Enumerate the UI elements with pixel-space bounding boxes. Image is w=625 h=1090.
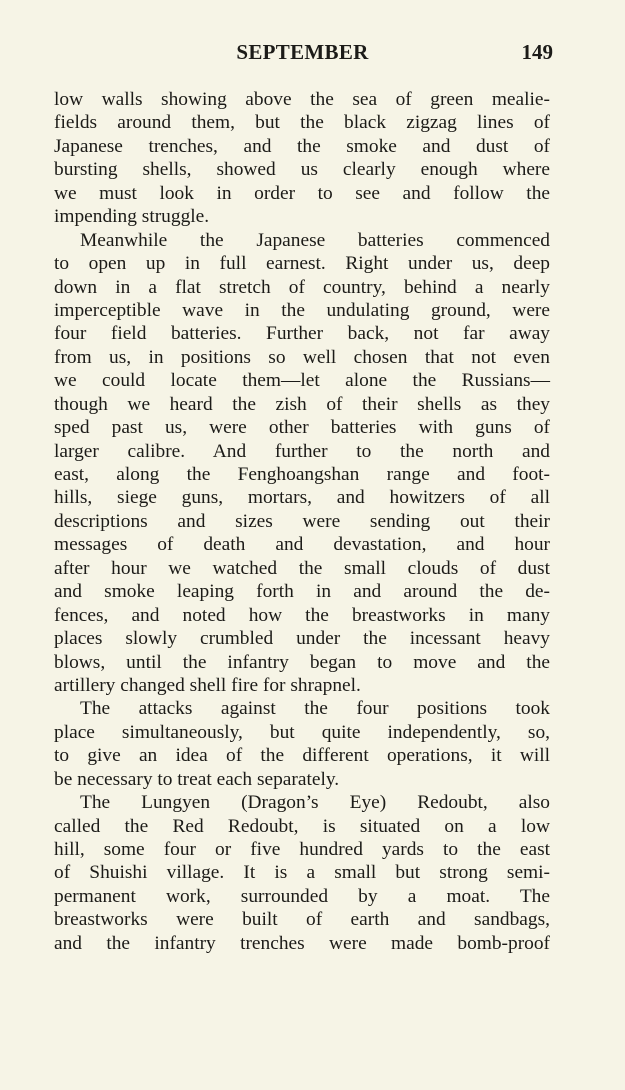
- text-line: we must look in order to see and follow the: [54, 182, 550, 204]
- text-line: artillery changed shell fire for shrapnel.: [54, 674, 361, 696]
- text-line: descriptions and sizes were sending out their: [54, 510, 550, 532]
- text-line: east, along the Fenghoangshan range and foot-: [54, 464, 550, 485]
- text-line: Japanese trenches, and the smoke and dust of: [54, 135, 550, 157]
- text-line: fields around them, but the black zigzag lines of: [54, 112, 550, 134]
- running-head: SEPTEMBER: [236, 40, 369, 64]
- text-line: down in a flat stretch of country, behind a nearly: [54, 276, 550, 298]
- text-line: The Lungyen (Dragon’s Eye) Redoubt, also: [80, 792, 550, 814]
- paragraph: [54, 229, 550, 698]
- text-line: Meanwhile the Japanese batteries commenced: [80, 229, 550, 251]
- text-line: places slowly crumbled under the incessant heavy: [54, 628, 550, 650]
- text-line: though we heard the zish of their shells as they: [54, 393, 550, 415]
- text-line: be necessary to treat each separately.: [54, 768, 340, 790]
- text-line: breastworks were built of earth and sandbags,: [54, 909, 550, 931]
- text-line: to give an idea of the different operations, it will: [54, 745, 550, 767]
- text-line: and the infantry trenches were made bomb-proof: [54, 932, 550, 954]
- page-number: 149: [521, 40, 553, 64]
- paragraph: [54, 697, 550, 791]
- text-line: called the Red Redoubt, is situated on a low: [54, 815, 550, 837]
- text-line: bursting shells, showed us clearly enough where: [54, 159, 550, 181]
- text-line: messages of death and devastation, and hour: [54, 534, 550, 556]
- text-line: from us, in positions so well chosen that not even: [54, 346, 550, 368]
- text-line: imperceptible wave in the undulating ground, were: [54, 299, 550, 321]
- text-line: hill, some four or five hundred yards to the east: [54, 839, 550, 860]
- text-line: hills, siege guns, mortars, and howitzers of all: [54, 487, 550, 509]
- text-line: permanent work, surrounded by a moat. The: [54, 885, 550, 907]
- text-line: blows, until the infantry began to move and the: [54, 651, 550, 673]
- text-line: we could locate them—let alone the Russians—: [54, 370, 550, 392]
- text-line: place simultaneously, but quite independently, so,: [54, 721, 550, 743]
- text-line: The attacks against the four positions took: [80, 698, 550, 720]
- text-line: fences, and noted how the breastworks in many: [54, 604, 550, 626]
- text-line: and smoke leaping forth in and around the de-: [54, 581, 550, 603]
- text-line: sped past us, were other batteries with guns of: [54, 417, 550, 439]
- body-text: [54, 88, 550, 955]
- text-line: impending struggle.: [54, 206, 210, 228]
- text-line: of Shuishi village. It is a small but strong semi-: [54, 862, 550, 884]
- text-line: low walls showing above the sea of green mealie-: [54, 89, 550, 110]
- text-line: four field batteries. Further back, not far away: [54, 323, 550, 345]
- paragraph: [54, 88, 550, 229]
- text-line: after hour we watched the small clouds of dust: [54, 557, 550, 579]
- text-line: larger calibre. And further to the north and: [54, 440, 550, 462]
- text-line: to open up in full earnest. Right under us, deep: [54, 253, 550, 275]
- paragraph: [54, 791, 550, 955]
- page-header: [52, 38, 553, 66]
